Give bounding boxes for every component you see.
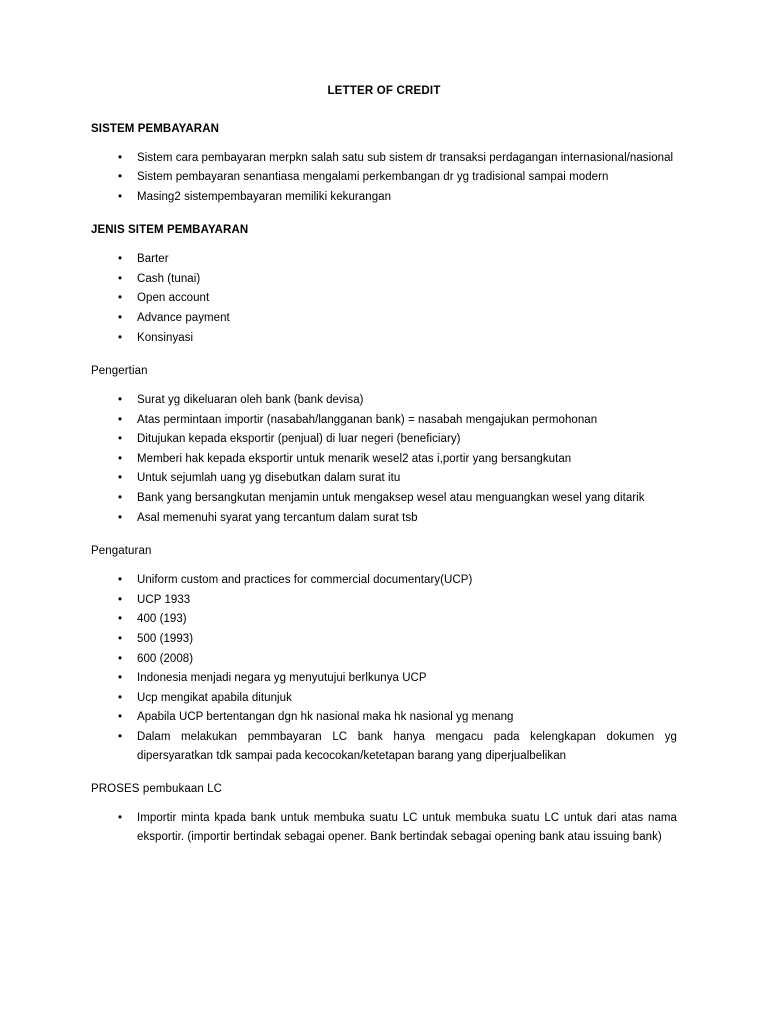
- bullet-item: • Bank yang bersangkutan menjamin untuk mengaksep wesel atau menguangkan wesel yang ditarik: [91, 489, 677, 508]
- bullet-item: • Sistem cara pembayaran merpkn salah satu sub sistem dr transaksi perdagangan internasional/nasional: [91, 149, 677, 168]
- bullet-item: • Surat yg dikeluaran oleh bank (bank devisa): [91, 391, 677, 410]
- bullet-item: • Uniform custom and practices for commercial documentary(UCP): [91, 571, 677, 590]
- bullet-item: • Untuk sejumlah uang yg disebutkan dalam surat itu: [91, 469, 677, 488]
- bullet-item: • Atas permintaan importir (nasabah/langganan bank) = nasabah mengajukan permohonan: [91, 411, 677, 430]
- section-bullet-list: [91, 809, 677, 846]
- document-title: LETTER OF CREDIT: [327, 85, 441, 97]
- section-spacer: [91, 207, 677, 222]
- section-heading: SISTEM PEMBAYARAN: [91, 122, 220, 135]
- bullet-item: • Asal memenuhi syarat yang tercantum dalam surat tsb: [91, 509, 677, 528]
- section-heading: JENIS SITEM PEMBAYARAN: [91, 224, 249, 237]
- document-body: [91, 121, 677, 846]
- bullet-item: • Memberi hak kepada eksportir untuk menarik wesel2 atas i,portir yang bersangkutan: [91, 450, 677, 469]
- bullet-item: • 500 (1993): [91, 630, 677, 649]
- bullet-item: • Konsinyasi: [91, 329, 677, 348]
- section-bullet-list: [91, 149, 677, 207]
- section-spacer: [91, 348, 677, 363]
- bullet-item: • Sistem pembayaran senantiasa mengalami perkembangan dr yg tradisional sampai modern: [91, 168, 677, 187]
- section-bullet-list: [91, 391, 677, 527]
- bullet-item: • Cash (tunai): [91, 270, 677, 289]
- bullet-item: • Barter: [91, 250, 677, 269]
- section-heading: PROSES pembukaan LC: [91, 783, 223, 796]
- bullet-item: • Dalam melakukan pemmbayaran LC bank hanya mengacu pada kelengkapan dokumen yg dipersyaratkan tdk sampai pada kecocokan/ketetapan barang yang diperjualbelikan: [91, 728, 677, 765]
- bullet-item: • UCP 1933: [91, 591, 677, 610]
- bullet-item: • Ditujukan kepada eksportir (penjual) di luar negeri (beneficiary): [91, 430, 677, 449]
- section-bullet-list: [91, 250, 677, 347]
- section-bullet-list: [91, 571, 677, 765]
- bullet-item: • Ucp mengikat apabila ditunjuk: [91, 689, 677, 708]
- section-heading: Pengaturan: [91, 545, 152, 558]
- bullet-item: • Open account: [91, 289, 677, 308]
- bullet-item: • Advance payment: [91, 309, 677, 328]
- bullet-item: • 400 (193): [91, 610, 677, 629]
- section-heading: Pengertian: [91, 365, 148, 378]
- bullet-item: • 600 (2008): [91, 650, 677, 669]
- section-spacer: [91, 766, 677, 781]
- bullet-item: • Importir minta kpada bank untuk membuka suatu LC untuk membuka suatu LC untuk dari atas nama eksportir. (importir bertindak sebagai opener. Bank bertindak sebagai opening bank atau issuing bank): [91, 809, 677, 846]
- section-spacer: [91, 528, 677, 543]
- bullet-item: • Indonesia menjadi negara yg menyutujui berlkunya UCP: [91, 669, 677, 688]
- bullet-item: • Masing2 sistempembayaran memiliki kekurangan: [91, 188, 677, 207]
- bullet-item: • Apabila UCP bertentangan dgn hk nasional maka hk nasional yg menang: [91, 708, 677, 727]
